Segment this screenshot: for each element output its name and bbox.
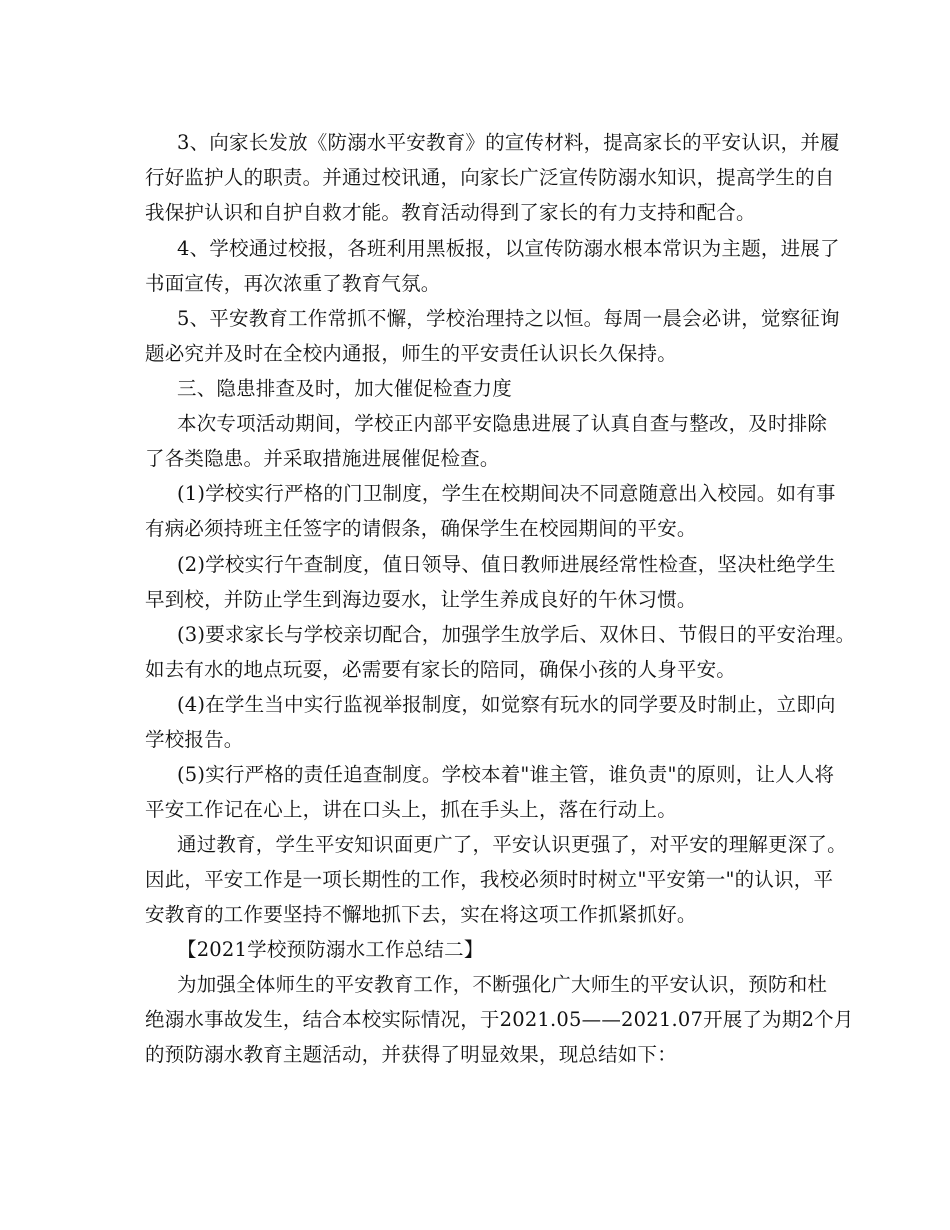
final-paragraph-line-2: 绝溺水事故发生，结合本校实际情况，于2021.05——2021.07开展了为期2个月: [145, 1008, 854, 1031]
paragraph-3-line-1: 3、向家长发放《防溺水平安教育》的宣传材料，提高家长的平安认识，并履: [177, 131, 840, 154]
summary-paragraph-line-1: 通过教育，学生平安知识面更广了，平安认识更强了，对平安的理解更深了。: [177, 833, 847, 856]
paragraph-3-line-3: 我保护认识和自护自救才能。教育活动得到了家长的有力支持和配合。: [145, 201, 756, 224]
paragraph-5-line-2: 题必究并及时在全校内通报，师生的平安责任认识长久保持。: [145, 342, 677, 365]
summary-paragraph-line-3: 安教育的工作要坚持不懈地抓下去，实在将这项工作抓紧抓好。: [145, 903, 697, 926]
paragraph-4-line-2: 书面宣传，再次浓重了教育气氛。: [145, 272, 441, 295]
item-5-line-1: (5)实行严格的责任追查制度。学校本着"谁主管，谁负责"的原则，让人人将: [177, 763, 835, 786]
item-1-line-2: 有病必须持班主任签字的请假条，确保学生在校园期间的平安。: [145, 517, 697, 540]
item-1-line-1: (1)学校实行严格的门卫制度，学生在校期间决不同意随意出入校园。如有事: [177, 482, 836, 505]
item-4-line-2: 学校报告。: [145, 728, 244, 751]
item-2-line-2: 早到校，并防止学生到海边耍水，让学生养成良好的午休习惯。: [145, 588, 697, 611]
paragraph-5-line-1: 5、平安教育工作常抓不懈，学校治理持之以恒。每周一晨会必讲，觉察征询: [177, 307, 840, 330]
item-3-line-1: (3)要求家长与学校亲切配合，加强学生放学后、双休日、节假日的平安治理。: [177, 623, 856, 646]
summary-paragraph-line-2: 因此，平安工作是一项长期性的工作，我校必须时时树立"平安第一"的认识，平: [145, 868, 834, 891]
item-4-line-1: (4)在学生当中实行监视举报制度，如觉察有玩水的同学要及时制止，立即向: [177, 693, 836, 716]
item-3-line-2: 如去有水的地点玩耍，必需要有家长的陪同，确保小孩的人身平安。: [145, 658, 737, 681]
paragraph-3-line-2: 行好监护人的职责。并通过校讯通，向家长广泛宣传防溺水知识，提高学生的自: [145, 166, 835, 189]
item-5-line-2: 平安工作记在心上，讲在口头上，抓在手头上，落在行动上。: [145, 798, 677, 821]
item-2-line-1: (2)学校实行午查制度，值日领导、值日教师进展经常性检查，坚决杜绝学生: [177, 553, 836, 576]
paragraph-4-line-1: 4、学校通过校报，各班利用黑板报，以宣传防溺水根本常识为主题，进展了: [177, 237, 840, 260]
section-title-2: 【2021学校预防溺水工作总结二】: [177, 938, 484, 961]
intro-paragraph-line-2: 了各类隐患。并采取措施进展催促检查。: [145, 447, 500, 470]
final-paragraph-line-1: 为加强全体师生的平安教育工作，不断强化广大师生的平安认识，预防和杜: [177, 973, 828, 996]
intro-paragraph-line-1: 本次专项活动期间，学校正内部平安隐患进展了认真自查与整改，及时排除: [177, 412, 828, 435]
final-paragraph-line-3: 的预防溺水教育主题活动，并获得了明显效果，现总结如下：: [145, 1043, 677, 1066]
section-heading-3: 三、隐患排查及时，加大催促检查力度: [177, 377, 512, 400]
